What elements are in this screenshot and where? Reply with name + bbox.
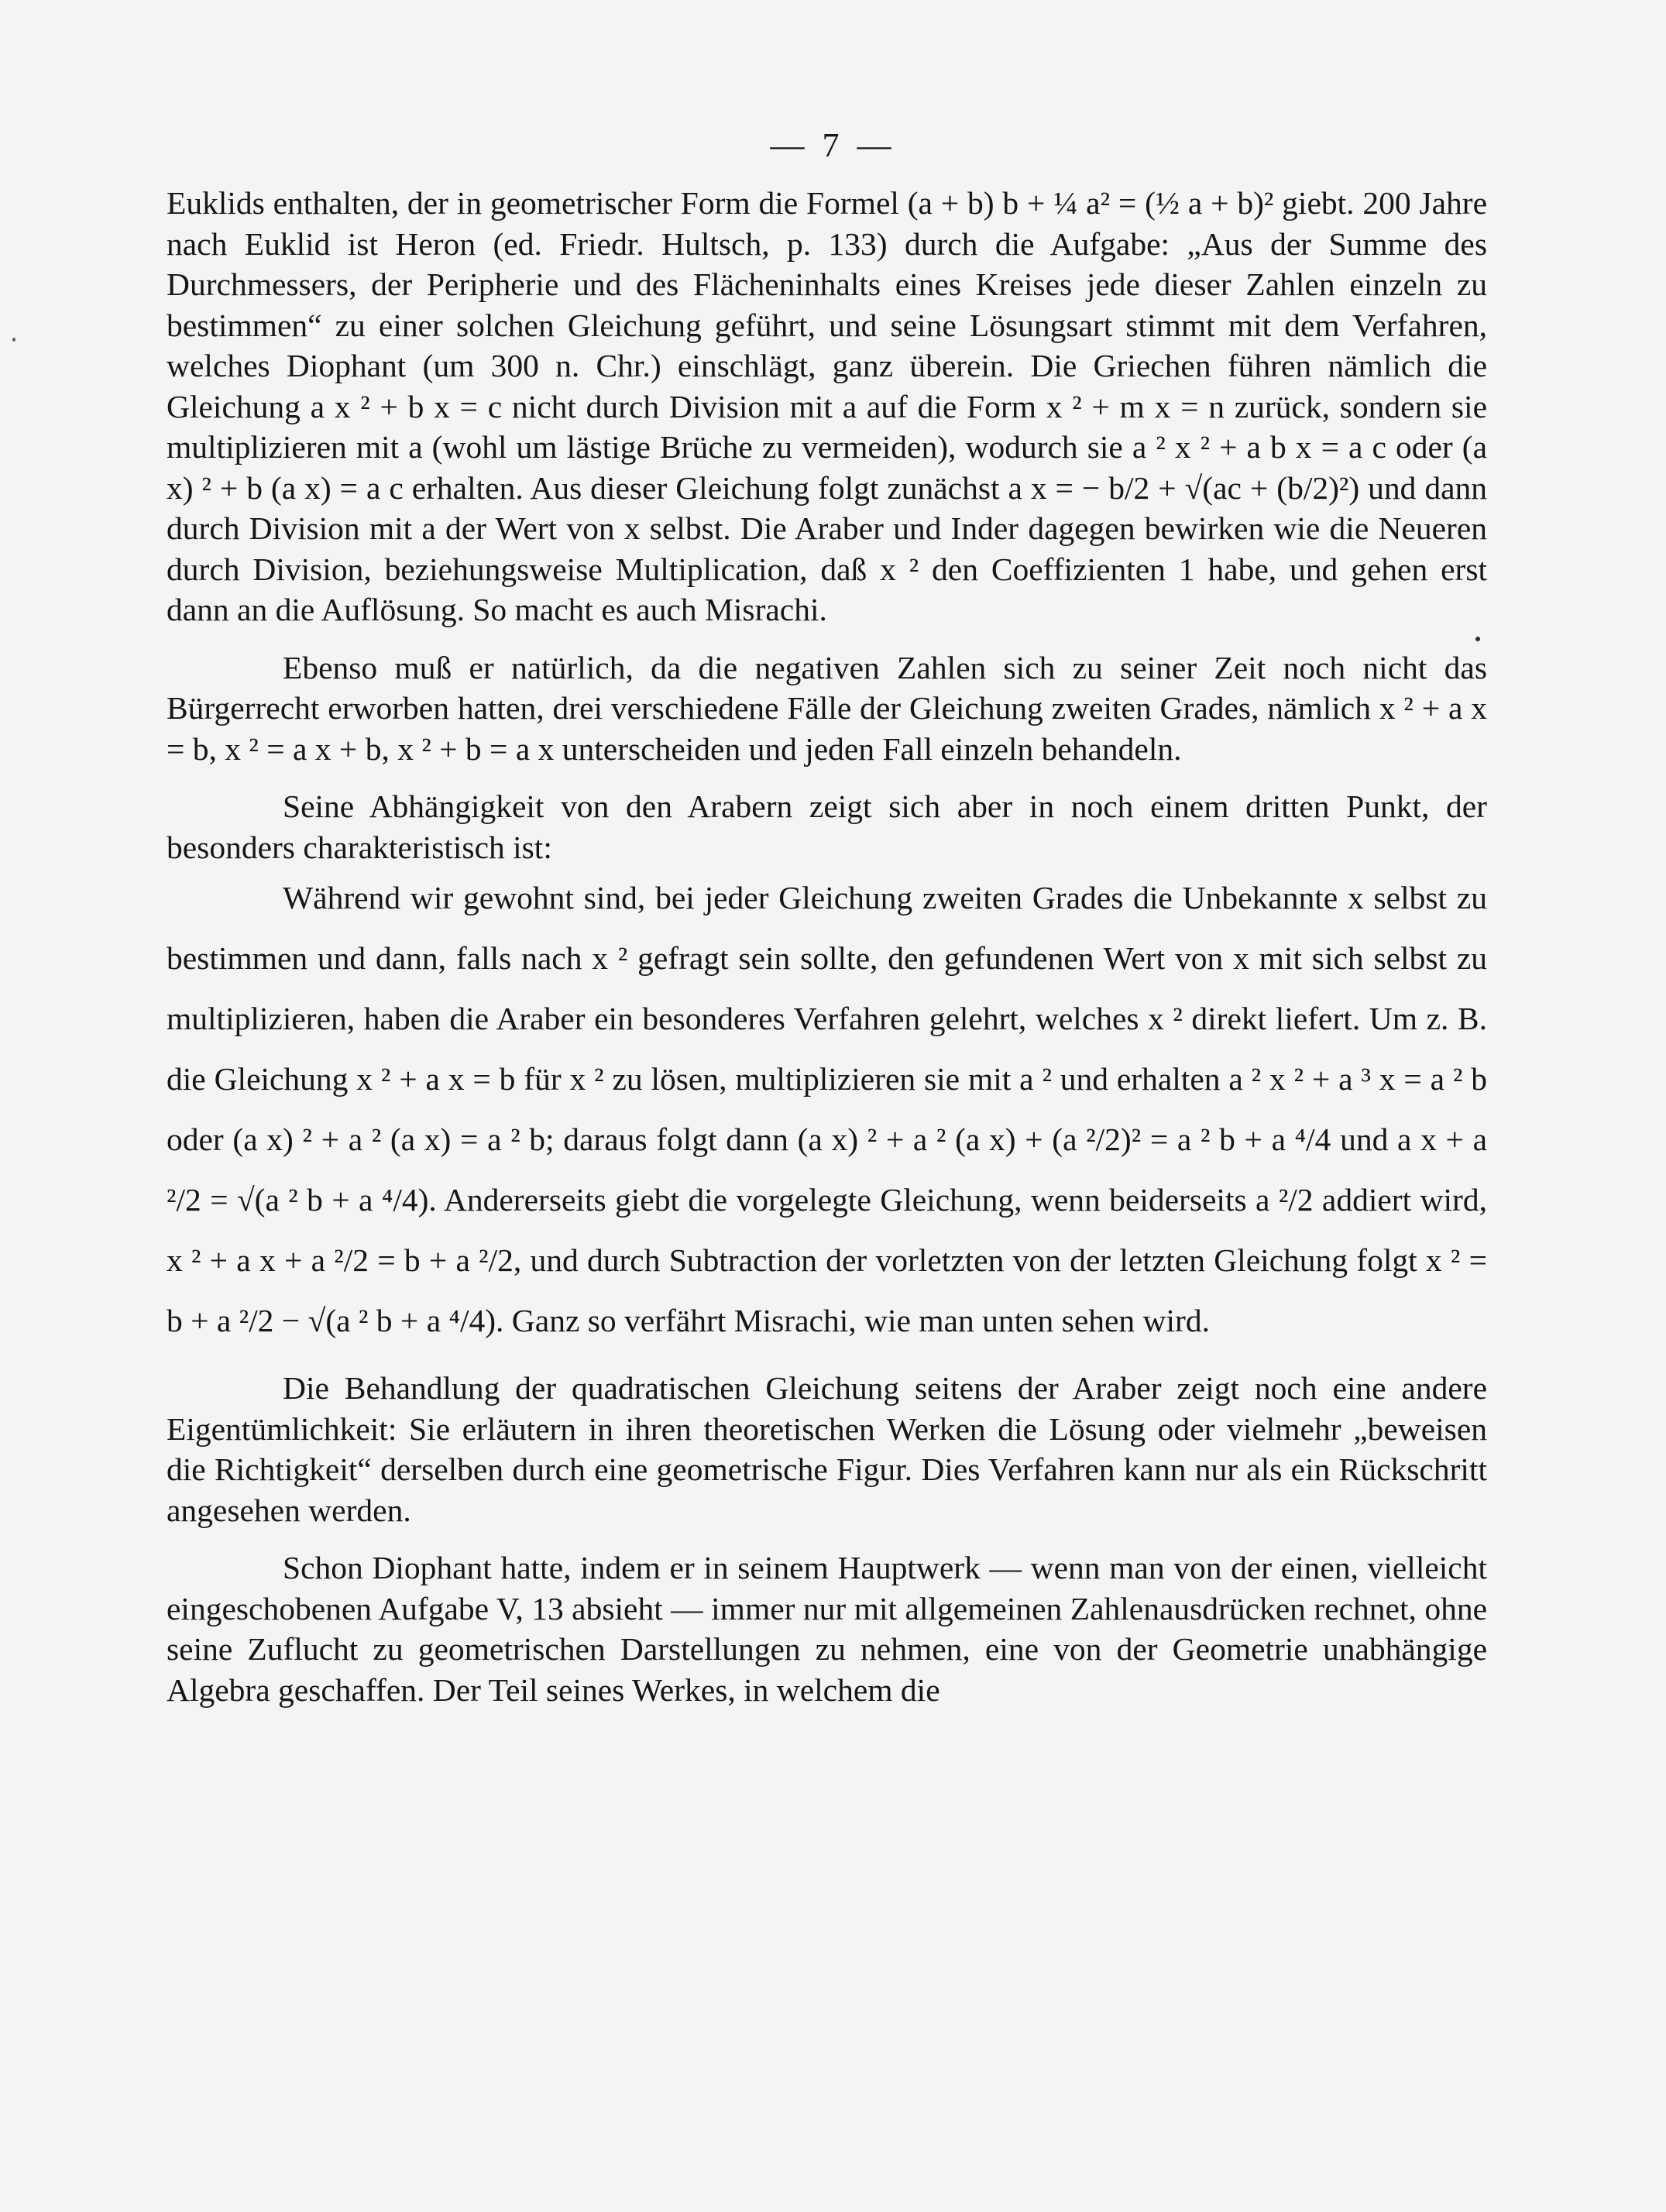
print-speck <box>1475 637 1480 641</box>
paragraph-2: Ebenso muß er natürlich, da die negativen Zahlen sich zu seiner Zeit noch nicht das Bürgerrecht erworben hatten, drei verschiedene Fälle der Gleichung zweiten Grades, nämlich x ² + a x = b, x ² = a x + b, x ² + b = a x unterscheiden und jeden Fall einzeln behandeln. <box>167 649 1487 767</box>
paragraph-6: Schon Diophant hatte, indem er in seinem Hauptwerk — wenn man von der einen, vielleicht eingeschobenen Aufgabe V, 13 absieht — immer nur mit allgemeinen Zahlenausdrücken rechnet, ohne seine Zuflucht zu geometrischen Darstellungen zu nehmen, eine von der Geometrie unabhängige Algebra geschaffen. Der Teil seines Werkes, in welchem die <box>167 1550 1487 1708</box>
paragraph-5: Die Behandlung der quadratischen Gleichung seitens der Araber zeigt noch eine andere Eigentümlichkeit: Sie erläutern in ihren theoretischen Werken die Lösung oder vielmehr „beweisen die Richtigkeit“ derselben durch eine geometrische Figur. Dies Verfahren kann nur als ein Rückschritt angesehen werden. <box>167 1370 1487 1528</box>
paragraph-1: Euklids enthalten, der in geometrischer Form die Formel (a + b) b + ¼ a² = (½ a + b)² giebt. 200 Jahre nach Euklid ist Heron (ed. Friedr. Hultsch, p. 133) durch die Aufgabe: „Aus der Summe des Durchmessers, der Peripherie und des Flächeninhalts eines Kreises jede dieser Zahlen einzeln zu bestimmen“ zu einer solchen Gleichung geführt, und seine Lösungsart stimmt mit dem Verfahren, welches Diophant (um 300 n. Chr.) einschlägt, ganz überein. Die Griechen führen nämlich die Gleichung a x ² + b x = c nicht durch Division mit a auf die Form x ² + m x = n zurück, sondern sie multiplizieren mit a (wohl um lästige Brüche zu vermeiden), wodurch sie a ² x ² + a b x = a c oder (a x) ² + b (a x) = a c erhalten. Aus dieser Gleichung folgt zunächst a x = − b/2 + √(ac + (b/2)²) und dann durch Division mit a der Wert von x selbst. Die Araber und Inder dagegen bewirken wie die Neueren durch Division, beziehungsweise Multiplication, daß x ² den Coeffizienten 1 habe, und gehen erst dann an die Auflösung. So macht es auch Misrachi. <box>167 185 1487 627</box>
page-number: — 7 — <box>770 126 896 164</box>
paragraph-3: Seine Abhängigkeit von den Arabern zeigt sich aber in noch einem dritten Punkt, der besonders charakteristisch ist: <box>167 788 1487 865</box>
margin-speck <box>12 338 15 342</box>
body-text <box>167 183 1487 1710</box>
paragraph-4: Während wir gewohnt sind, bei jeder Gleichung zweiten Grades die Unbekannte x selbst zu bestimmen und dann, falls nach x ² gefragt sein sollte, den gefundenen Wert von x mit sich selbst zu multiplizieren, haben die Araber ein besonderes Verfahren gelehrt, welches x ² direkt liefert. Um z. B. die Gleichung x ² + a x = b für x ² zu lösen, multiplizieren sie mit a ² und erhalten a ² x ² + a ³ x = a ² b oder (a x) ² + a ² (a x) = a ² b; daraus folgt dann (a x) ² + a ² (a x) + (a ²/2)² = a ² b + a ⁴/4 und a x + a ²/2 = √(a ² b + a ⁴/4). Andererseits giebt die vorgelegte Gleichung, wenn beiderseits a ²/2 addiert wird, x ² + a x + a ²/2 = b + a ²/2, und durch Subtraction der vorletzten von der letzten Gleichung folgt x ² = b + a ²/2 − √(a ² b + a ⁴/4). Ganz so verfährt Misrachi, wie man unten sehen wird. <box>167 880 1487 1338</box>
